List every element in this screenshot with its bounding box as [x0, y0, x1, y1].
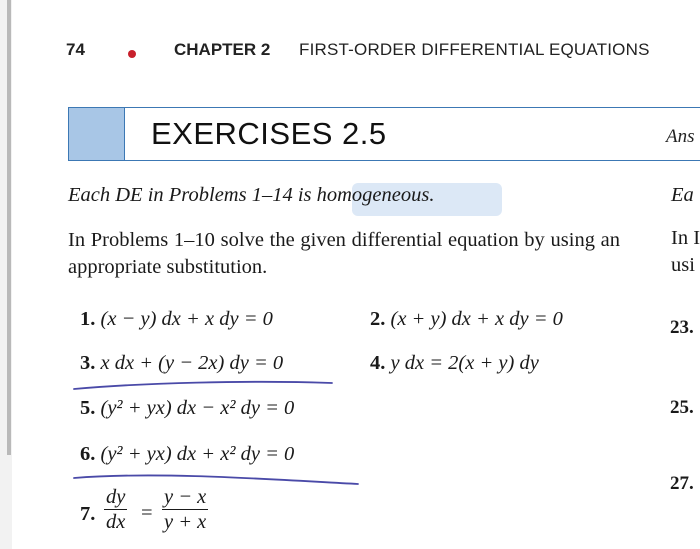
problem-number: 7. [80, 503, 96, 525]
page-number: 74 [66, 40, 85, 59]
problem-number: 4. [370, 352, 386, 374]
banner-answers-fragment: Ans [666, 126, 695, 147]
fraction-numerator: y − x [164, 486, 207, 508]
problem-equation: (y² + yx) dx + x² dy = 0 [100, 443, 295, 465]
problem-number: 6. [80, 443, 96, 465]
problem-number: 3. [80, 352, 96, 374]
right-column-text: usi [671, 254, 695, 276]
fraction-denominator: y + x [164, 511, 207, 533]
right-column-number: 25. [670, 397, 694, 418]
problem-number: 1. [80, 308, 96, 330]
right-column-text: Ea [671, 184, 694, 206]
right-column-number: 27. [670, 473, 694, 494]
fraction-numerator: dy [106, 486, 126, 508]
pen-underline-problem-6 [74, 475, 358, 484]
problem-equation: (y² + yx) dx − x² dy = 0 [100, 397, 295, 419]
chapter-title: FIRST-ORDER DIFFERENTIAL EQUATIONS [299, 40, 650, 59]
exercises-title: EXERCISES 2.5 [151, 116, 387, 151]
homogeneous-note: Each DE in Problems 1–14 is homogeneous. [68, 184, 435, 206]
problem-equation: y dx = 2(x + y) dy [390, 352, 539, 374]
chapter-label: CHAPTER 2 [174, 40, 271, 59]
problem-number: 5. [80, 397, 96, 419]
problem-number: 2. [370, 308, 386, 330]
fraction-denominator: dx [106, 511, 126, 533]
problem-equation: (x − y) dx + x dy = 0 [100, 308, 273, 330]
equals-sign: = [141, 502, 153, 524]
problem-equation: x dx + (y − 2x) dy = 0 [100, 352, 284, 374]
instructions-paragraph: In Problems 1–10 solve the given differential equation by using an appropriate substitution. [68, 229, 620, 278]
right-column-text: In I [671, 227, 700, 249]
problem-equation: (x + y) dx + x dy = 0 [390, 308, 563, 330]
right-column-number: 23. [670, 317, 694, 338]
pen-underline-problem-3 [74, 382, 332, 389]
